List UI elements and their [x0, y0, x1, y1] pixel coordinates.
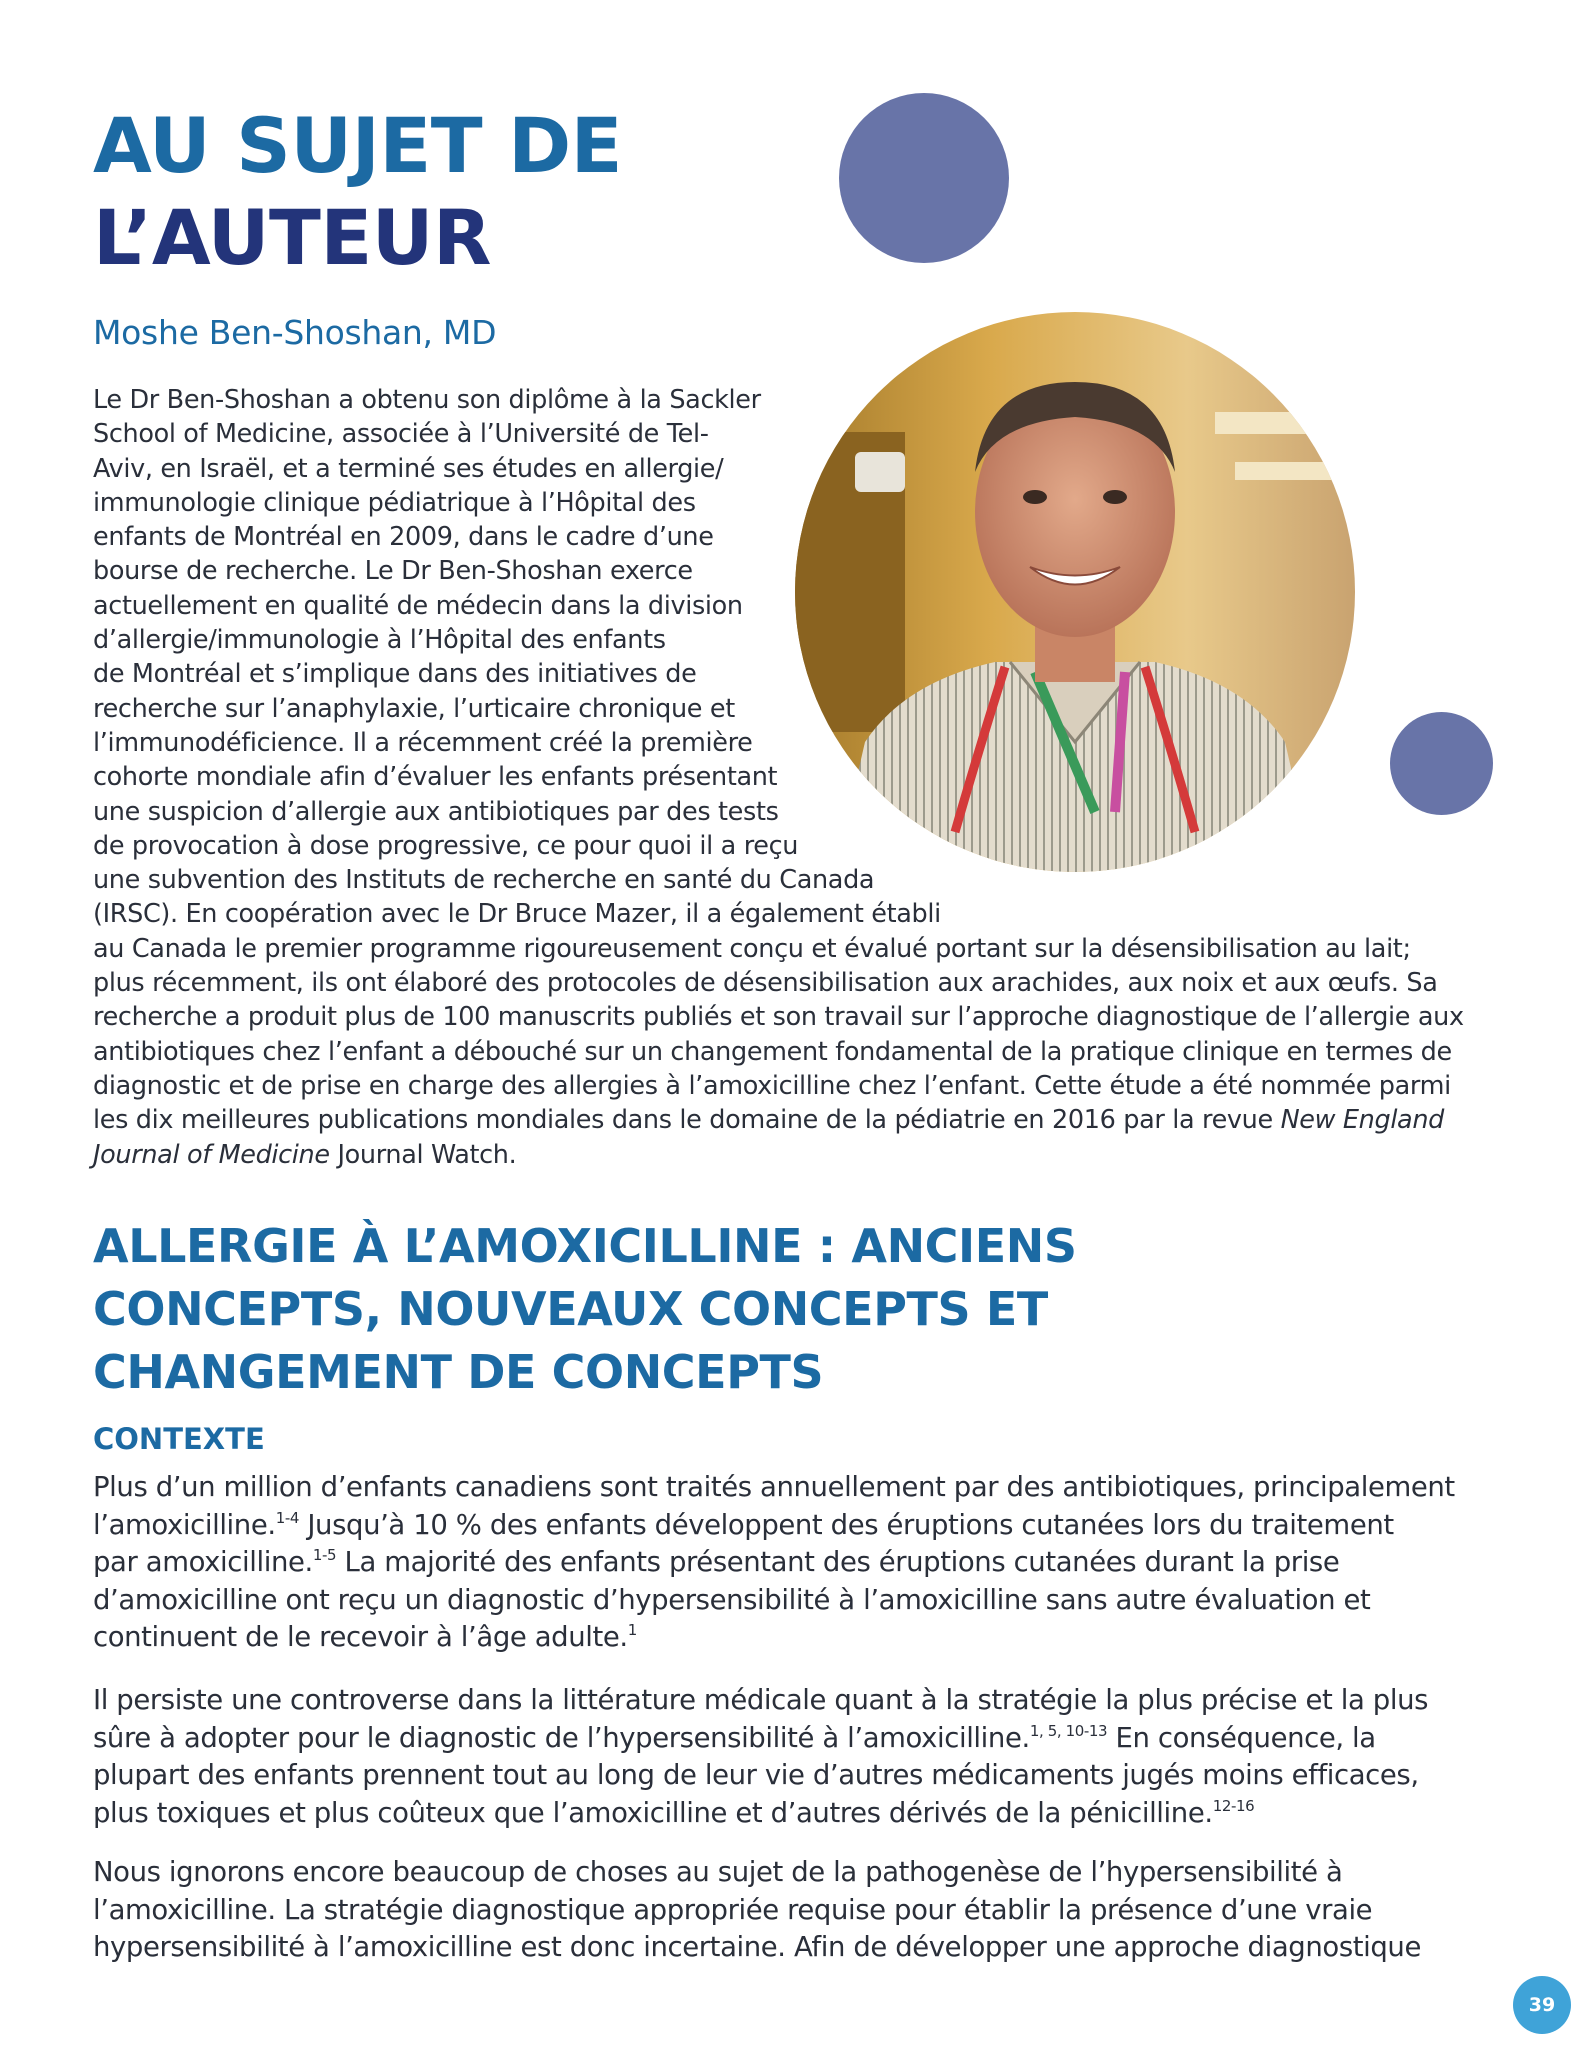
citation: 1, 5, 10-13 [1029, 1721, 1108, 1740]
text: En conséquence, la [1107, 1721, 1376, 1754]
bio-line: School of Medicine, associée à l’Université de Tel- [93, 419, 709, 450]
section-heading: CONTEXTE [93, 1422, 265, 1456]
bio-text: Journal Watch. [329, 1139, 517, 1170]
paragraph-line [93, 1619, 1513, 1657]
bio-text: les dix meilleures publications mondiales dans le domaine de la pédiatrie en 2016 par la revue [93, 1105, 1281, 1136]
bio-line: de provocation à dose progressive, ce pour quoi il a reçu [93, 830, 799, 861]
bio-line: diagnostic et de prise en charge des allergies à l’amoxicilline chez l’enfant. Cette étude a été nommée parmi [93, 1070, 1451, 1101]
paragraph-line [93, 1544, 1513, 1582]
paragraph-line: Nous ignorons encore beaucoup de choses au sujet de la pathogenèse de l’hypersensibilité à [93, 1856, 1343, 1888]
bio-line [93, 1103, 1483, 1137]
citation: 12-16 [1212, 1796, 1255, 1815]
bio-line [93, 1138, 1483, 1172]
article-title-line: CHANGEMENT DE CONCEPTS [93, 1345, 824, 1399]
bio-line: plus récemment, ils ont élaboré des protocoles de désensibilisation aux arachides, aux noix et aux œufs. Sa [93, 968, 1438, 999]
paragraph-3 [93, 1854, 1513, 1967]
paragraph-line: plupart des enfants prennent tout au long de leur vie d’autres médicaments jugés moins efficaces, [93, 1759, 1419, 1791]
paragraph-2 [93, 1682, 1513, 1832]
bio-line: bourse de recherche. Le Dr Ben-Shoshan exerce [93, 556, 693, 587]
paragraph-line [93, 1795, 1513, 1833]
citation: 1 [627, 1621, 637, 1639]
bio-line: l’immunodéficience. Il a récemment créé la première [93, 727, 753, 758]
bio-line: Aviv, en Israël, et a terminé ses études en allergie/ [93, 453, 724, 484]
bio-line: une subvention des Instituts de recherche en santé du Canada [93, 865, 875, 896]
text: plus toxiques et plus coûteux que l’amoxicilline et d’autres dérivés de la pénicilline. [93, 1796, 1213, 1829]
paragraph-line: Il persiste une controverse dans la littérature médicale quant à la stratégie la plus précise et la plus [93, 1684, 1429, 1716]
text: sûre à adopter pour le diagnostic de l’hypersensibilité à l’amoxicilline. [93, 1721, 1030, 1754]
bio-line: immunologie clinique pédiatrique à l’Hôpital des [93, 487, 696, 518]
bio-line: de Montréal et s’implique dans des initiatives de [93, 659, 697, 690]
bio-line: Le Dr Ben-Shoshan a obtenu son diplôme à la Sackler [93, 385, 761, 415]
text: Jusqu’à 10 % des enfants développent des éruptions cutanées lors du traitement [299, 1508, 1394, 1541]
author-name: Moshe Ben-Shoshan, MD [93, 313, 497, 352]
journal-name: Journal of Medicine [93, 1139, 330, 1170]
title-line-1: AU SUJET DE [93, 101, 623, 190]
paragraph-line: d’amoxicilline ont reçu un diagnostic d’hypersensibilité à l’amoxicilline sans autre évaluation et [93, 1583, 1371, 1616]
bio-line: antibiotiques chez l’enfant a débouché sur un changement fondamental de la pratique clinique en termes de [93, 1036, 1452, 1067]
article-title-line: CONCEPTS, NOUVEAUX CONCEPTS ET [93, 1282, 1048, 1336]
text: La majorité des enfants présentant des éruptions cutanées durant la prise [336, 1546, 1340, 1578]
bio-line: d’allergie/immunologie à l’Hôpital des enfants [93, 625, 666, 656]
paragraph-line: l’amoxicilline. La stratégie diagnostique appropriée requise pour établir la présence d’une vraie [93, 1893, 1373, 1926]
bio-line: cohorte mondiale afin d’évaluer les enfants présentant [93, 762, 778, 793]
article-title [93, 1215, 1077, 1404]
paragraph-1 [93, 1469, 1513, 1657]
title-line-2: L’AUTEUR [93, 193, 492, 282]
article-title-line: ALLERGIE À L’AMOXICILLINE : ANCIENS [93, 1219, 1077, 1273]
bio-line: (IRSC). En coopération avec le Dr Bruce Mazer, il a également établi [93, 899, 941, 930]
bio-line: recherche a produit plus de 100 manuscrits publiés et son travail sur l’approche diagnostique de l’allergie aux [93, 1002, 1464, 1033]
bio-line: enfants de Montréal en 2009, dans le cadre d’une [93, 522, 714, 553]
paragraph-line [93, 1720, 1513, 1758]
citation: 1-5 [312, 1546, 337, 1564]
text: continuent de le recevoir à l’âge adulte. [93, 1621, 628, 1653]
journal-name: New England [1280, 1105, 1444, 1136]
page-number-badge: 39 [1513, 1976, 1571, 2034]
citation: 1-4 [275, 1508, 299, 1527]
bio-line: au Canada le premier programme rigoureusement conçu et évalué portant sur la désensibilisation au lait; [93, 933, 1411, 964]
paragraph-line: Plus d’un million d’enfants canadiens sont traités annuellement par des antibiotiques, principalement [93, 1471, 1455, 1503]
text: l’amoxicilline. [93, 1508, 276, 1541]
author-biography [93, 383, 1483, 1172]
paragraph-line [93, 1507, 1513, 1545]
bio-line: recherche sur l’anaphylaxie, l’urticaire chronique et [93, 693, 735, 724]
bio-line: une suspicion d’allergie aux antibiotiques par des tests [93, 796, 779, 827]
page-title [93, 100, 622, 284]
decorative-circle-top [839, 93, 1009, 263]
paragraph-line: hypersensibilité à l’amoxicilline est donc incertaine. Afin de développer une approche diagnostique [93, 1931, 1421, 1963]
bio-line: actuellement en qualité de médecin dans la division [93, 590, 743, 621]
text: par amoxicilline. [93, 1546, 313, 1578]
